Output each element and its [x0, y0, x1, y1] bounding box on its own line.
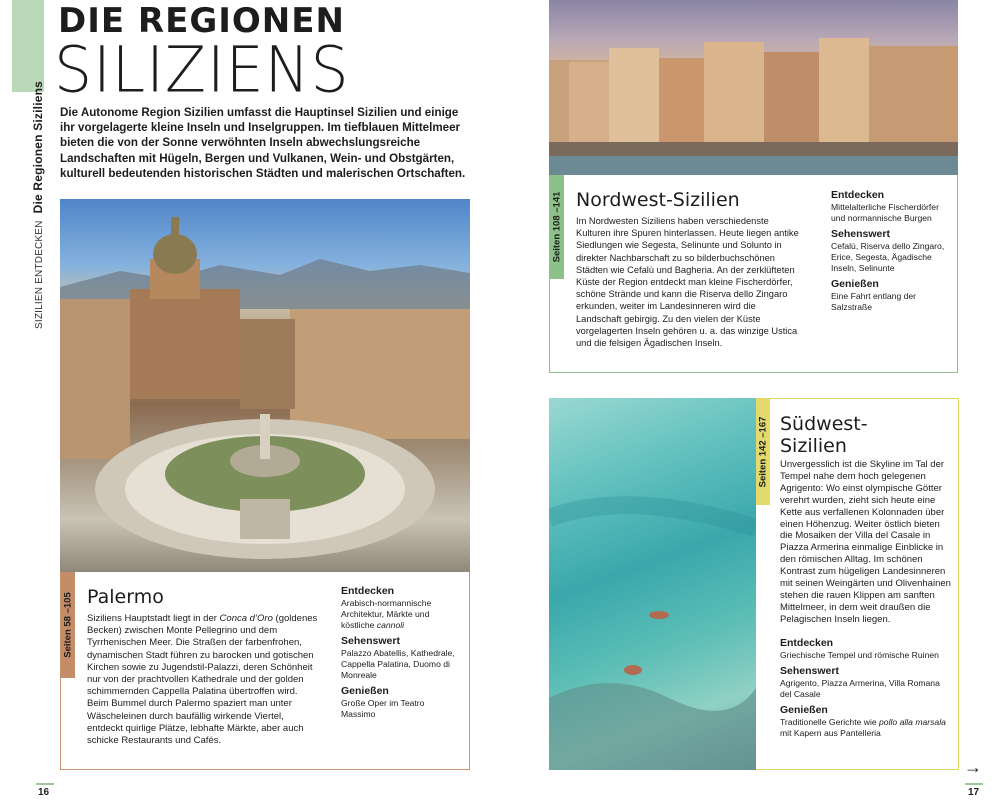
nordwest-body: Im Nordwesten Siziliens haben verschiedenste Kulturen ihre Spuren hinterlassen. Heute liegen antike Siedlungen wie Segesta, Selinunte und Solunto in direkter Nachbarschaft zu so bilderbuchschönen Städten wie Cefalù und Bagheria. An der zerklüfteten Küste der Region entdeckt man kleine Fischerdörfer, schöne Strände und kann die Riserva dello Zingaro erkunden, weiter im Landesinneren wird die Landschaft gebirgig. Zu den vielen der Küste vorgelagerten Inseln gehören u. a. das winzige Ustica und die felsigen Ägadischen Inseln.: [576, 216, 799, 349]
suedwest-region-card: [756, 398, 959, 770]
suedwest-pages-tab: Seiten 142 –167: [756, 399, 770, 505]
suedwest-entdecken-heading: Entdecken: [780, 637, 834, 649]
palermo-entdecken-heading: Entdecken: [341, 585, 395, 597]
arrow-right-icon[interactable]: →: [964, 757, 982, 777]
palermo-body: Siziliens Hauptstadt liegt in der Conca d’Oro (goldenes Becken) zwischen Monte Pellegrino und dem Tyrrhenischen Meer. Die Straßen der farbenfrohen, dynamischen Stadt führen zu barocken und gotischen Kirchen sowie zu Jugendstil-Palazzi, deren Schönheit nur von der prachtvollen Kathedrale und der golden schimmernden Cappella Palatina übertroffen wird. Beim Bummel durch Palermo spaziert man unter Wäscheleinen durch baufällig wirkende Viertel, entdeckt quirlige Plätze, lebhafte Märkte, aber auch schicke Restaurants und Cafés.: [87, 613, 318, 747]
suedwest-body: Unvergesslich ist die Skyline im Tal der Tempel nahe dem hoch gelegenen Agrigento: Wo einst olympische Götter verehrt wurden, zieht sich heute eine Kette aus verfallenen Kolonnaden über einen Höhenzug. Weiter östlich bieten die Mosaiken der Villa del Casale in Piazza Armerina einmalige Einblicke in den römischen Alltag. Im schönen Kontrast zum hügeligen Landesinneren mit seinen Weingärten und Olivenhainen stehen die rauen Klippen am sanften Mittelmeer, in dem weit draußen die Pelagischen Inseln liegen.: [780, 459, 951, 625]
palermo-sehenswert-heading: Sehenswert: [341, 635, 400, 647]
suedwest-geniessen-heading: Genießen: [780, 704, 828, 716]
nordwest-pages-tab: Seiten 108 –141: [550, 175, 564, 279]
suedwest-title: Südwest- Sizilien: [780, 413, 868, 457]
page-title-line1: DIE REGIONEN: [58, 1, 345, 41]
page-number-right: 17: [968, 787, 980, 798]
nordwest-title: Nordwest-Sizilien: [576, 189, 740, 211]
palermo-title: Palermo: [87, 586, 164, 608]
suedwest-sehenswert-text: Agrigento, Piazza Armerina, Villa Romana del Casale: [780, 678, 940, 699]
palermo-photo: [60, 199, 470, 572]
palermo-facts: [341, 585, 461, 724]
side-label-section: SIZILIEN ENTDECKEN: [34, 220, 45, 330]
nordwest-geniessen-text: Eine Fahrt entlang der Salzstraße: [831, 291, 917, 312]
palermo-entdecken-text: Arabisch-normannische Architektur, Märkte und köstliche cannoli: [341, 598, 432, 630]
palermo-geniessen-text: Große Oper im Teatro Massimo: [341, 698, 425, 719]
page-number-dash-left: [36, 783, 54, 785]
side-label-title: Die Regionen Siziliens: [31, 80, 45, 214]
nordwest-sehenswert-text: Cefalù, Riserva dello Zingaro, Erice, Segesta, Ägadische Inseln, Selinunte: [831, 241, 945, 273]
sea-swimmers-photo: [549, 398, 756, 770]
nordwest-region-card: [549, 175, 958, 373]
suedwest-facts: [780, 637, 952, 743]
page-number-left: 16: [38, 787, 50, 798]
nordwest-facts: [831, 189, 949, 317]
suedwest-geniessen-text: Traditionelle Gerichte wie pollo alla marsala mit Kapern aus Pantelleria: [780, 717, 946, 738]
side-running-header: [31, 0, 49, 415]
nordwest-geniessen-heading: Genießen: [831, 278, 879, 290]
palermo-sehenswert-text: Palazzo Abatellis, Kathedrale, Cappella Palatina, Duomo di Monreale: [341, 648, 455, 680]
suedwest-sehenswert-heading: Sehenswert: [780, 665, 839, 677]
nordwest-sehenswert-heading: Sehenswert: [831, 228, 890, 240]
suedwest-entdecken-text: Griechische Tempel und römische Ruinen: [780, 650, 939, 660]
palermo-pages-tab: Seiten 58 –105: [61, 572, 75, 678]
intro-paragraph: Die Autonome Region Sizilien umfasst die Hauptinsel Sizilien und einige ihr vorgelagerte kleine Inseln und Inselgruppen. Im tiefblauen Mittelmeer bieten die von der Sonne verwöhnten Inseln abwechslungsreiche Landschaften mit Hügeln, Bergen und Vulkanen, Wein- und Obstgärten, kulturell bedeutenden historischen Städten und malerischen Ortschaften.: [60, 106, 466, 180]
nordwest-entdecken-text: Mittelalterliche Fischerdörfer und normannische Burgen: [831, 202, 939, 223]
palermo-region-card: [60, 572, 470, 770]
page-title-line2: SILIZIENS: [54, 34, 350, 108]
palermo-geniessen-heading: Genießen: [341, 685, 389, 697]
cefalu-photo: [549, 0, 958, 175]
page-number-dash-right: [965, 783, 983, 785]
nordwest-entdecken-heading: Entdecken: [831, 189, 885, 201]
